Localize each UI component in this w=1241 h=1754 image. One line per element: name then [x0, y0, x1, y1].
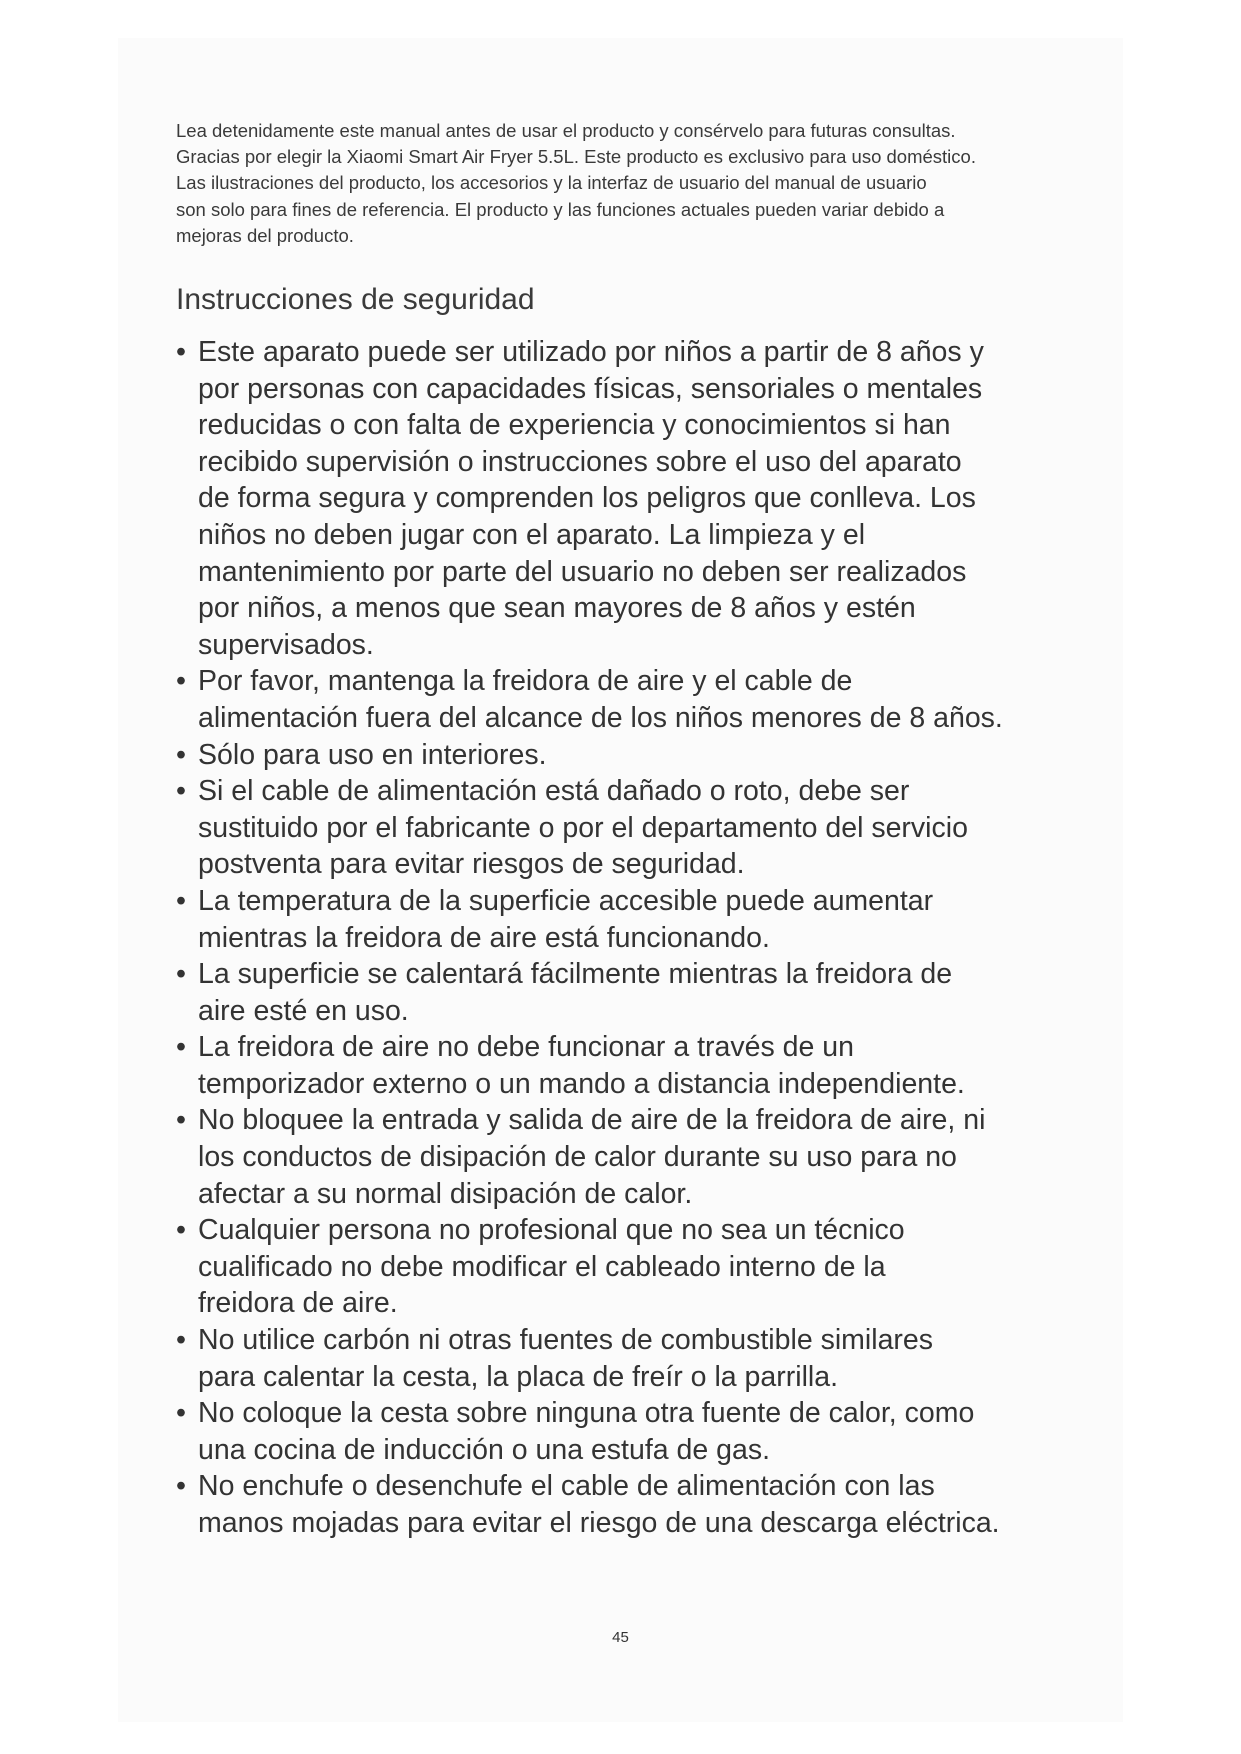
item-line: postventa para evitar riesgos de seguridad. [198, 848, 745, 881]
item-line: cualificado no debe modificar el cableado interno de la [198, 1250, 886, 1283]
safety-item-wiring [176, 1212, 1076, 1322]
safety-item-reach [176, 663, 1076, 736]
item-line: No coloque la cesta sobre ninguna otra fuente de calor, como [198, 1397, 975, 1430]
section-heading: Instrucciones de seguridad [176, 283, 535, 316]
item-line: recibido supervisión o instrucciones sobre el uso del aparato [198, 445, 962, 478]
bullet-icon: • [176, 884, 186, 917]
bullet-icon: • [176, 1470, 186, 1503]
bullet-icon: • [176, 775, 186, 808]
item-line: mantenimiento por parte del usuario no deben ser realizados [198, 555, 967, 588]
item-line: Por favor, mantenga la freidora de aire y el cable de [198, 665, 853, 698]
bullet-icon: • [176, 1214, 186, 1247]
item-line: supervisados. [198, 628, 374, 661]
item-line: La superficie se calentará fácilmente mientras la freidora de [198, 958, 953, 991]
safety-instructions-list [176, 334, 1076, 1542]
item-line: Cualquier persona no profesional que no sea un técnico [198, 1214, 905, 1247]
item-line: niños no deben jugar con el aparato. La limpieza y el [198, 518, 866, 551]
safety-item-wet-hands [176, 1468, 1076, 1541]
safety-item-children [176, 334, 1076, 663]
bullet-icon: • [176, 336, 186, 368]
item-line: sustituido por el fabricante o por el departamento del servicio [198, 811, 968, 844]
bullet-icon: • [176, 1031, 186, 1064]
intro-line: mejoras del producto. [176, 224, 354, 246]
item-line: una cocina de inducción o una estufa de gas. [198, 1433, 771, 1466]
safety-item-heat-source [176, 1395, 1076, 1468]
intro-line: Lea detenidamente este manual antes de usar el producto y consérvelo para futuras consultas. [176, 120, 956, 141]
item-line: La freidora de aire no debe funcionar a través de un [198, 1031, 854, 1064]
item-line: los conductos de disipación de calor durante su uso para no [198, 1141, 957, 1174]
item-line: manos mojadas para evitar el riesgo de una descarga eléctrica. [198, 1507, 1000, 1539]
item-line: afectar a su normal disipación de calor. [198, 1177, 693, 1210]
bullet-icon: • [176, 1324, 186, 1357]
intro-line: son solo para fines de referencia. El producto y las funciones actuales pueden variar debido a [176, 198, 945, 220]
safety-item-temperature [176, 883, 1076, 956]
safety-item-cable [176, 773, 1076, 883]
bullet-icon: • [176, 958, 186, 991]
item-line: No utilice carbón ni otras fuentes de combustible similares [198, 1324, 934, 1357]
bullet-icon: • [176, 1104, 186, 1137]
item-line: reducidas o con falta de experiencia y conocimientos si han [198, 409, 951, 442]
item-line: mientras la freidora de aire está funcionando. [198, 921, 770, 954]
item-line: de forma segura y comprenden los peligros que conlleva. Los [198, 482, 976, 515]
item-line: freidora de aire. [198, 1287, 398, 1320]
safety-item-surface [176, 956, 1076, 1029]
item-line: para calentar la cesta, la placa de freír o la parrilla. [198, 1360, 838, 1393]
safety-item-ventilation [176, 1102, 1076, 1212]
item-line: por personas con capacidades físicas, sensoriales o mentales [198, 372, 983, 405]
bullet-icon: • [176, 738, 186, 771]
bullet-icon: • [176, 1397, 186, 1430]
intro-paragraph [176, 118, 1076, 249]
item-line: Este aparato puede ser utilizado por niños a partir de 8 años y [198, 336, 984, 368]
item-line: alimentación fuera del alcance de los niños menores de 8 años. [198, 701, 1003, 734]
page-number: 45 [612, 1629, 629, 1646]
safety-item-charcoal [176, 1322, 1076, 1395]
intro-line: Las ilustraciones del producto, los accesorios y la interfaz de usuario del manual de usuario [176, 172, 927, 194]
item-line: La temperatura de la superficie accesible puede aumentar [198, 884, 934, 917]
item-line: No bloquee la entrada y salida de aire de la freidora de aire, ni [198, 1104, 986, 1137]
item-line: aire esté en uso. [198, 994, 409, 1027]
item-line: Sólo para uso en interiores. [198, 738, 547, 771]
intro-line: Gracias por elegir la Xiaomi Smart Air Fryer 5.5L. Este producto es exclusivo para uso doméstico. [176, 146, 976, 168]
safety-item-timer [176, 1029, 1076, 1102]
bullet-icon: • [176, 665, 186, 698]
item-line: temporizador externo o un mando a distancia independiente. [198, 1067, 965, 1100]
item-line: No enchufe o desenchufe el cable de alimentación con las [198, 1470, 935, 1503]
safety-item-indoor [176, 737, 1076, 774]
item-line: por niños, a menos que sean mayores de 8 años y estén [198, 592, 916, 625]
item-line: Si el cable de alimentación está dañado o roto, debe ser [198, 775, 910, 808]
